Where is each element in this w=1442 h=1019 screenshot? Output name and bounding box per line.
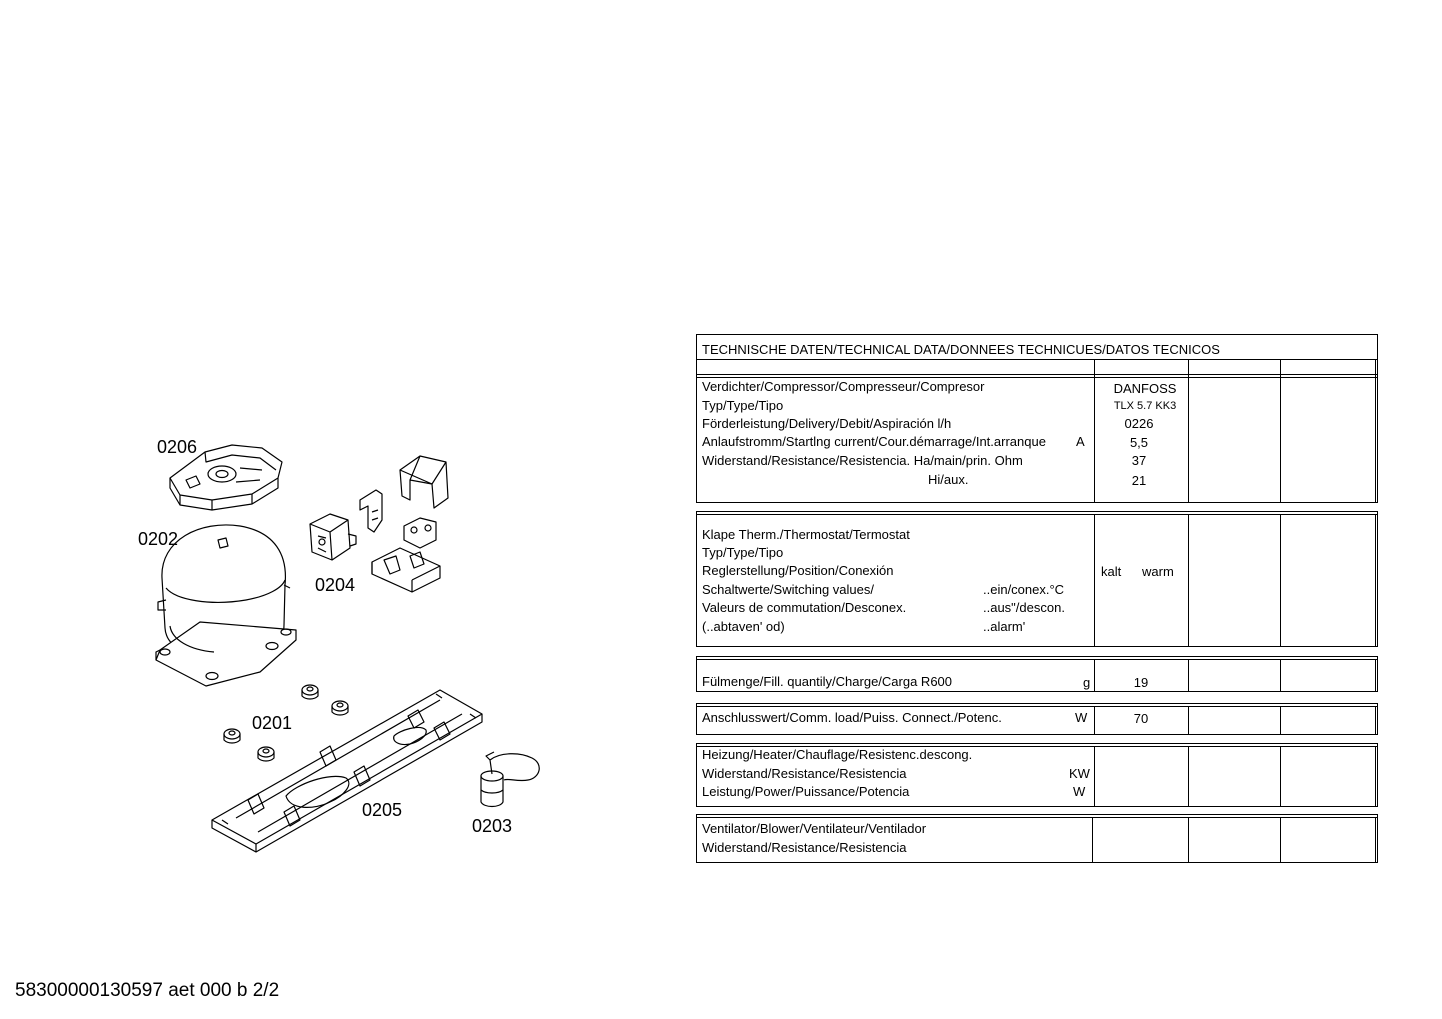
type-label: Typ/Type/Tipo: [702, 398, 784, 413]
document-number: 58300000130597 aet 000 b 2/2: [15, 980, 280, 1001]
column-divider: [1375, 746, 1376, 806]
type-value: TLX 5.7 KK3: [1113, 400, 1177, 412]
connected-load-label: Anschlusswert/Comm. load/Puiss. Connect./Potenc.: [702, 710, 1002, 725]
load-unit: W: [1075, 710, 1088, 725]
fill-quantity-label: Fülmenge/Fill. quantily/Charge/Carga R600: [702, 674, 953, 689]
callout-0202: 0202: [138, 529, 179, 549]
heater-resistance-label: Widerstand/Resistance/Resistencia: [702, 766, 907, 781]
column-divider: [1280, 514, 1281, 646]
part-0203-capacitor: [481, 752, 539, 807]
fan-label: Ventilator/Blower/Ventilateur/Ventilador: [702, 821, 927, 836]
load-value: 70: [1133, 711, 1149, 726]
divider: [696, 514, 1378, 515]
column-divider: [1375, 706, 1376, 734]
heater-resistance-unit: KW: [1069, 766, 1090, 781]
column-divider: [1375, 514, 1376, 646]
switching-values-label: Schaltwerte/Switching values/: [702, 582, 874, 597]
column-divider: [1375, 659, 1376, 691]
column-divider: [1094, 514, 1095, 646]
resistance-main-value: 37: [1131, 453, 1147, 468]
position-label: Reglerstellung/Position/Conexión: [702, 563, 894, 578]
heater-power-unit: W: [1073, 784, 1086, 799]
fan-resistance-label: Widerstand/Resistance/Resistencia: [702, 840, 907, 855]
callout-0201: 0201: [252, 713, 293, 733]
heater-label: Heizung/Heater/Chauflage/Resistenc.descong.: [702, 747, 973, 762]
table-title: TECHNISCHE DATEN/TECHNICAL DATA/DONNEES TECHNICUES/DATOS TECNICOS: [702, 342, 1220, 357]
callout-0205: 0205: [362, 800, 403, 820]
compressor-label: Verdichter/Compressor/Compresseur/Compresor: [702, 379, 985, 394]
column-divider: [1280, 706, 1281, 734]
resistance-aux-value: 21: [1131, 473, 1147, 488]
callout-0206: 0206: [157, 437, 198, 457]
thermostat-type-label: Typ/Type/Tipo: [702, 545, 784, 560]
column-divider: [1280, 746, 1281, 806]
divider: [696, 359, 1378, 360]
alarm-suffix: ..alarm': [983, 619, 1026, 634]
resistance-aux-label: Hi/aux.: [928, 472, 969, 487]
part-0202-compressor: [156, 525, 296, 686]
resistance-main-label: Widerstand/Resistance/Resistencia. Ha/main/prin. Ohm: [702, 453, 1023, 468]
divider: [696, 659, 1378, 660]
commutation-values-label: Valeurs de commutation/Desconex.: [702, 600, 907, 615]
starting-current-value: 5,5: [1129, 435, 1149, 450]
column-divider: [1188, 514, 1189, 646]
delivery-label: Förderleistung/Delivery/Debit/Aspiración l/h: [702, 416, 952, 431]
heater-power-label: Leistung/Power/Puissance/Potencia: [702, 784, 910, 799]
warm-label: warm: [1142, 564, 1174, 579]
column-divider: [1375, 817, 1376, 862]
thermostat-label: Klape Therm./Thermostat/Termostat: [702, 527, 910, 542]
divider: [696, 817, 1378, 818]
callout-0204: 0204: [315, 575, 356, 595]
current-unit: A: [1076, 434, 1085, 449]
compressor-value: DANFOSS: [1113, 381, 1177, 396]
column-divider: [1375, 359, 1376, 502]
delivery-value: 0226: [1124, 416, 1154, 431]
starting-current-label: Anlaufstromm/Startlng current/Cour.démarrage/Int.arranque: [702, 434, 1046, 449]
column-divider: [1188, 817, 1189, 862]
column-divider: [1092, 817, 1093, 862]
divider: [696, 706, 1378, 707]
switch-on-suffix: ..ein/conex.°C: [983, 582, 1065, 597]
divider: [696, 377, 1378, 378]
fill-value: 19: [1133, 675, 1149, 690]
column-divider: [1280, 817, 1281, 862]
kalt-label: kalt: [1101, 564, 1122, 579]
switch-off-suffix: ..aus"/descon.: [983, 600, 1065, 615]
defrost-label: (..abtaven' od): [702, 619, 785, 634]
column-divider: [1094, 746, 1095, 806]
column-divider: [1280, 359, 1281, 502]
column-divider: [1188, 746, 1189, 806]
column-divider: [1280, 659, 1281, 691]
fill-unit: g: [1083, 675, 1091, 690]
callout-0203: 0203: [472, 816, 513, 836]
part-0204-relay: [310, 456, 448, 592]
